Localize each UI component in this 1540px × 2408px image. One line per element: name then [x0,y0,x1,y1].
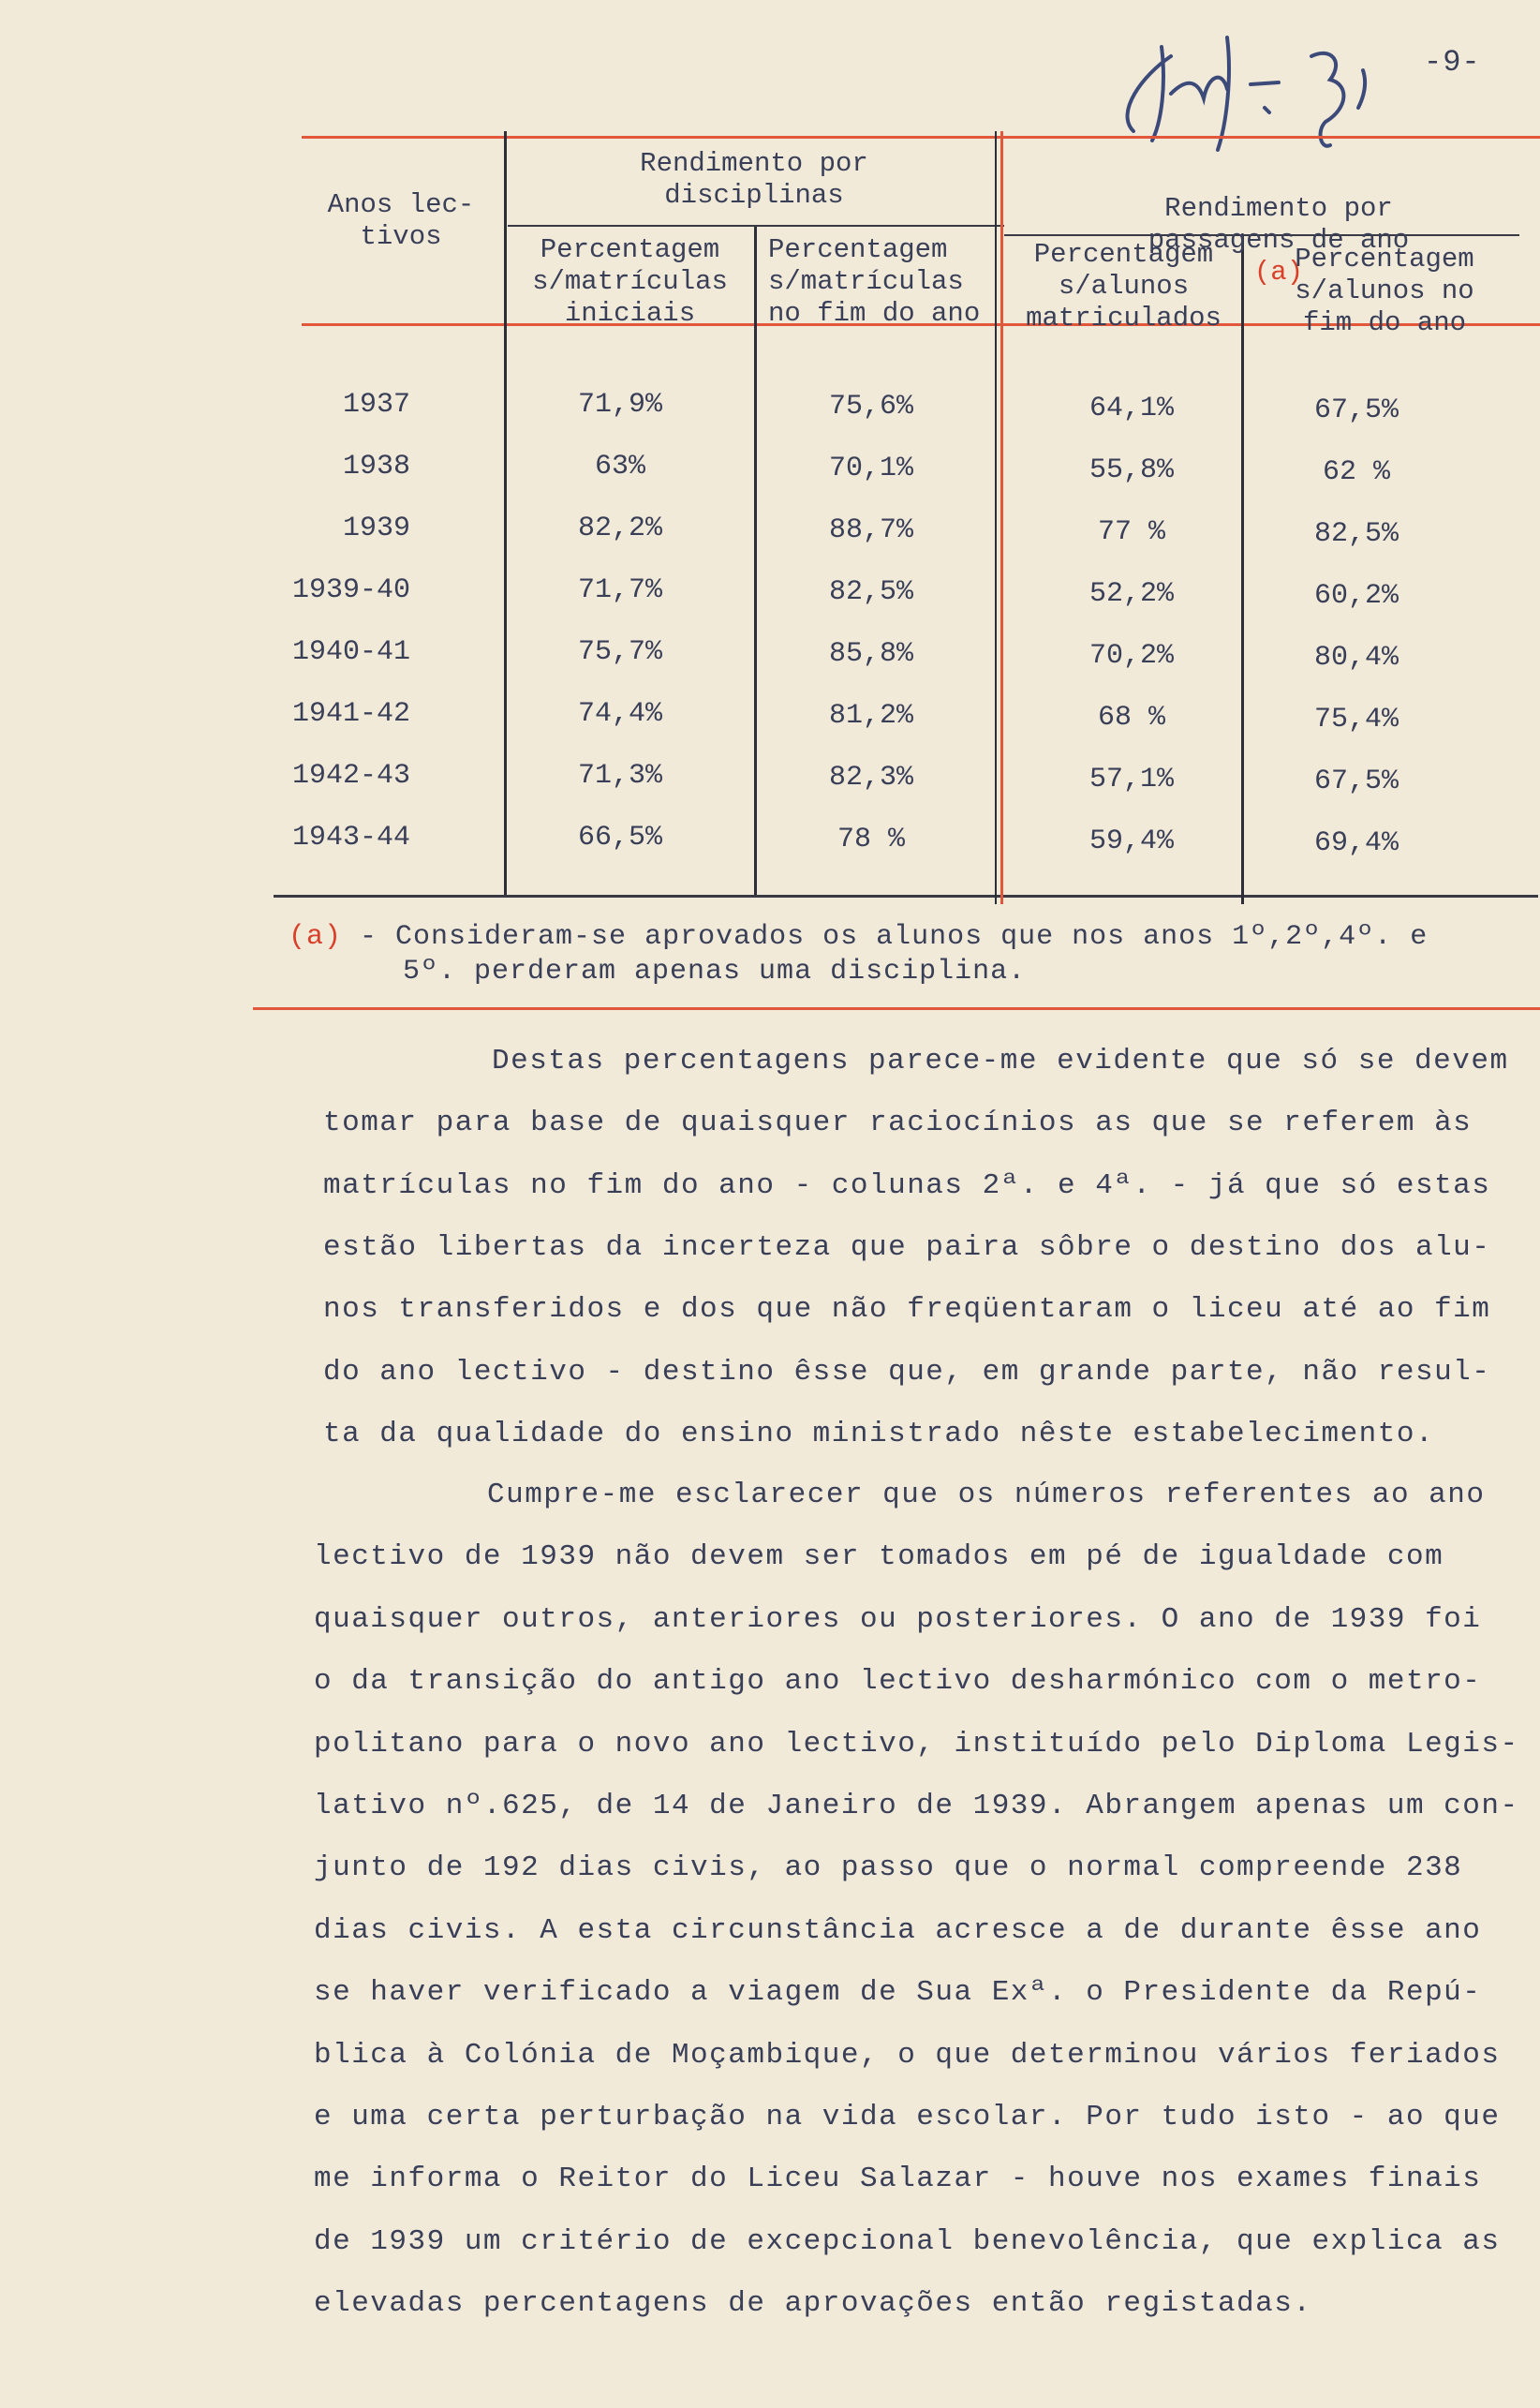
row-value: 77 % [1097,516,1165,548]
paragraph-line: tomar para base de quaisquer raciocínios as que se referem às [323,1107,1473,1140]
row-value: 88,7% [828,514,913,546]
row-value: 64,1% [1088,393,1174,424]
header-group-disciplinas: Rendimento por disciplinas [640,148,868,211]
paragraph-line: do ano lectivo - destino êsse que, em grande parte, não resul- [323,1355,1491,1389]
row-year: 1942-43 [291,760,410,792]
row-value: 70,2% [1088,640,1174,672]
row-value: 52,2% [1088,578,1174,610]
row-value: 67,5% [1313,766,1399,797]
row-year: 1943-44 [291,822,410,854]
row-value: 68 % [1097,702,1165,734]
paragraph-line: dias civis. A esta circunstância acresce a de durante êsse ano [314,1913,1482,1947]
subheader-1: Percentagem s/matrículas iniciais [532,234,728,329]
row-year: 1939-40 [291,574,410,606]
row-value: 78 % [837,824,905,855]
row-value: 55,8% [1088,454,1174,486]
footnote-bottom-rule [253,1007,1540,1010]
footnote-line-1 [289,921,1428,953]
footnote-mark: (a) [289,921,343,953]
row-value: 70,1% [828,453,913,484]
row-year: 1940-41 [291,636,410,668]
row-year: 1939 [342,513,410,544]
row-value: 82,5% [828,576,913,608]
page-number: -9- [1424,45,1481,80]
paragraph-line: politano para o novo ano lectivo, instituído pelo Diploma Legis- [314,1727,1519,1761]
row-value: 75,6% [828,391,913,423]
row-value: 71,7% [577,574,662,606]
footnote-text-1: - Consideram-se aprovados os alunos que nos anos 1º,2º,4º. e [342,921,1429,953]
header-years: Anos lec- tivos [327,189,475,252]
row-year: 1937 [342,389,410,421]
row-value: 71,9% [577,389,662,421]
row-value: 67,5% [1313,394,1399,426]
row-value: 85,8% [828,638,913,670]
header-footnote-mark: (a) [1253,257,1304,288]
row-value: 69,4% [1313,827,1399,859]
paragraph-line: nos transferidos e dos que não freqüentaram o liceu até ao fim [323,1293,1491,1327]
row-value: 63% [594,451,645,483]
row-value: 71,3% [577,760,662,792]
row-value: 82,3% [828,762,913,794]
subheader-3: Percentagem s/alunos matriculados [1026,239,1222,334]
table-bottom-rule [274,895,1538,898]
paragraph-line: Cumpre-me esclarecer que os números referentes ao ano [487,1479,1486,1511]
paragraph-line: me informa o Reitor do Liceu Salazar - houve nos exames finais [314,2163,1482,2196]
row-value: 60,2% [1313,580,1399,612]
row-value: 59,4% [1088,825,1174,857]
row-year: 1941-42 [291,698,410,730]
row-value: 75,7% [577,636,662,668]
row-value: 74,4% [577,698,662,730]
footnote-line-2: 5º. perderam apenas uma disciplina. [403,956,1027,988]
row-value: 75,4% [1313,704,1399,736]
row-value: 57,1% [1088,764,1174,795]
paragraph-line: estão libertas da incerteza que paira sôbre o destino dos alu- [323,1230,1491,1264]
row-year: 1938 [342,451,410,483]
paragraph-line: o da transição do antigo ano lectivo desharmónico com o metro- [314,1665,1482,1699]
row-value: 81,2% [828,700,913,732]
row-value: 62 % [1322,456,1390,488]
paragraph-line: lectivo de 1939 não devem ser tomados em pé de igualdade com [314,1540,1444,1574]
paragraph-line: lativo nº.625, de 14 de Janeiro de 1939. Abrangem apenas um con- [314,1790,1519,1822]
paragraph-line: de 1939 um critério de excepcional benevolência, que explica as [314,2224,1501,2258]
row-value: 80,4% [1313,642,1399,674]
paragraph-line: se haver verificado a viagem de Sua Exª. o Presidente da Repú- [314,1976,1482,2010]
paragraph-line: blica à Colónia de Moçambique, o que determinou vários feriados [314,2038,1501,2072]
subheader-2: Percentagem s/matrículas no fim do ano [768,234,981,329]
row-value: 66,5% [577,822,662,854]
paragraph-line: elevadas percentagens de aprovações então registadas. [314,2287,1312,2321]
paragraph-line: ta da qualidade do ensino ministrado nêste estabelecimento. [323,1417,1435,1450]
paragraph-line: Destas percentagens parece-me evidente que só se devem [492,1045,1509,1078]
row-value: 82,2% [577,513,662,544]
paragraph-line: matrículas no fim do ano - colunas 2ª. e 4ª. - já que só estas [323,1168,1491,1202]
row-value: 82,5% [1313,518,1399,550]
header-group-passagens-text: Rendimento por passagens de ano [1148,193,1410,256]
subheader-4: Percentagem s/alunos no fim do ano [1295,244,1474,338]
paragraph-line: quaisquer outros, anteriores ou posteriores. O ano de 1939 foi [314,1602,1482,1636]
paragraph-line: e uma certa perturbação na vida escolar. Por tudo isto - ao que [314,2101,1501,2133]
paragraph-line: junto de 192 dias civis, ao passo que o normal compreende 238 [314,1851,1463,1885]
table-top-rule [302,136,1540,139]
